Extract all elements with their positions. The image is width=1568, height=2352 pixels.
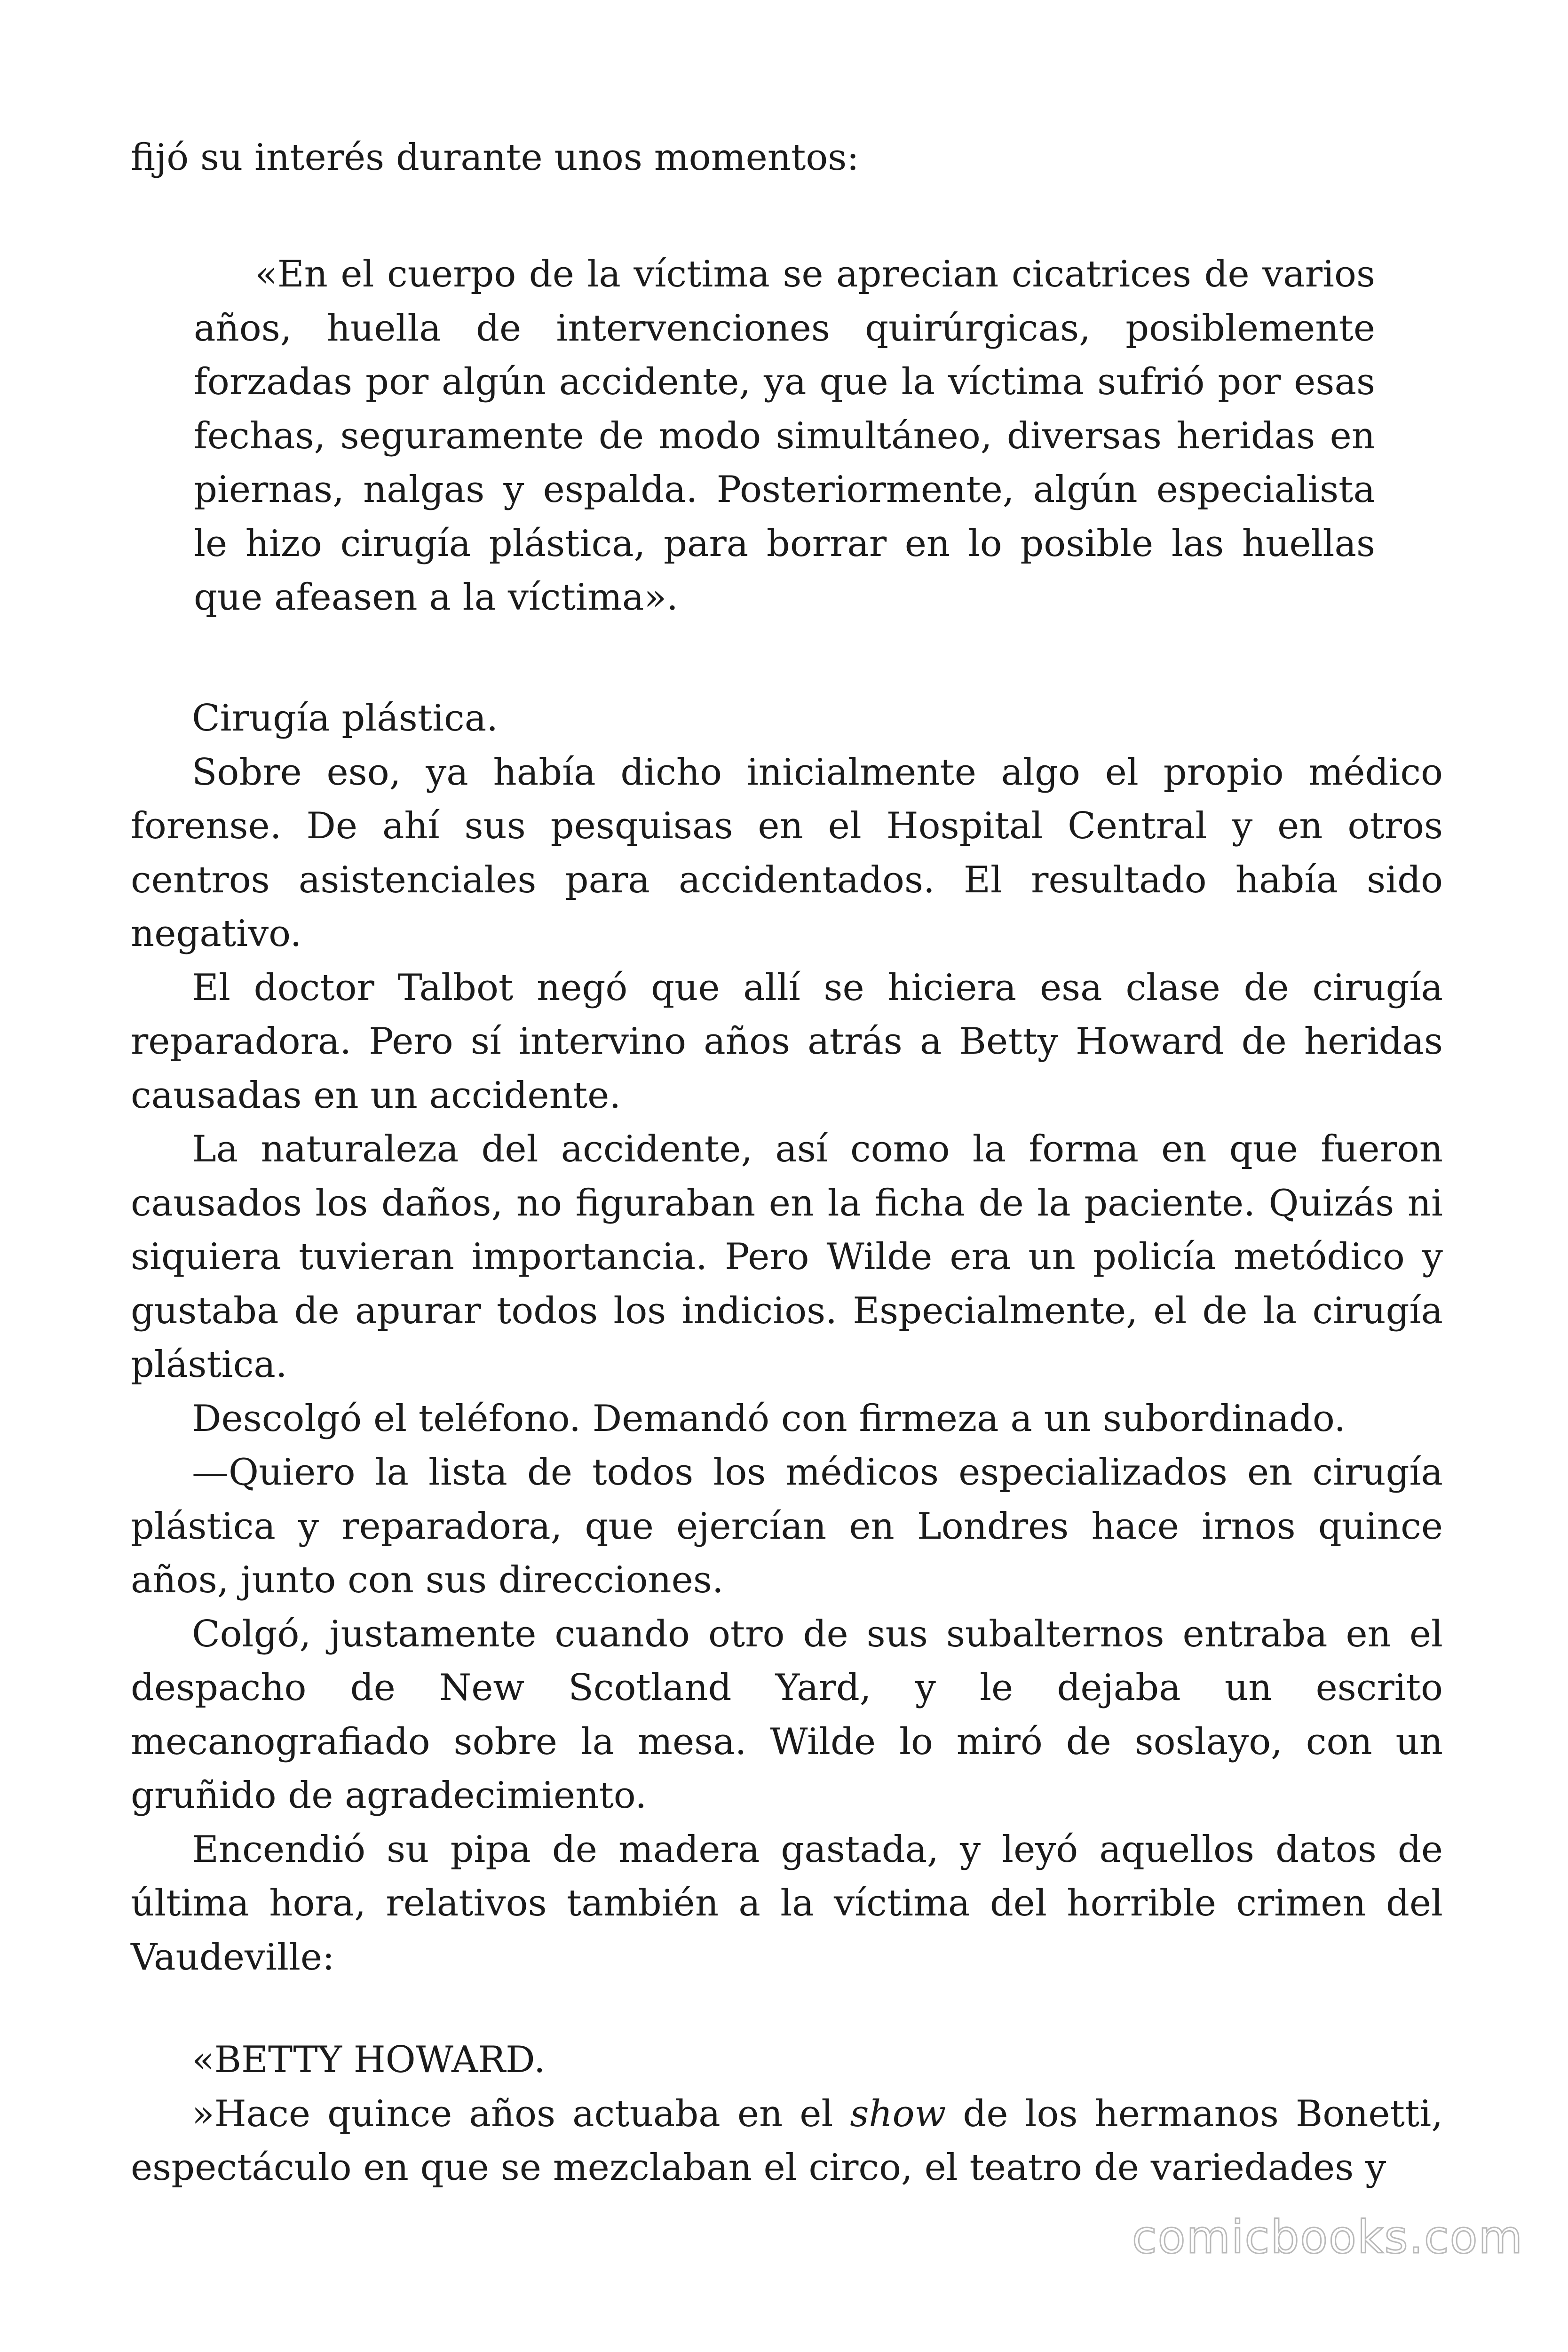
betty-report-block <box>131 2033 1443 2195</box>
intro-line: fijó su interés durante unos momentos: <box>131 136 859 179</box>
main-text-block <box>131 691 1443 1984</box>
forensic-quote: «En el cuerpo de la víctima se aprecian cicatrices de varios años, huella de intervenciones quirúrgicas, posiblemente forzadas por algún accidente, ya que la víctima sufrió por esas fechas, seguramente de modo simultáneo, diversas heridas en piernas, nalgas y espalda. Posteriormente, algún especialista le hizo cirugía plástica, para borrar en lo posible las huellas que afeasen a la víctima». <box>194 253 1375 619</box>
betty-text-before: »Hace quince años actuaba en el <box>192 2092 850 2135</box>
betty-paragraph <box>131 2087 1443 2195</box>
paragraph: Sobre eso, ya había dicho inicialmente algo el propio médico forense. De ahí sus pesquisas en el Hospital Central y en otros centros asistenciales para accidentados. El resultado había sido negativo. <box>131 751 1443 955</box>
betty-text-after: de los hermanos Bonetti, espectáculo en que se mezclaban el circo, el teatro de variedades y <box>131 2092 1443 2189</box>
paragraph: El doctor Talbot negó que allí se hiciera esa clase de cirugía reparadora. Pero sí intervino años atrás a Betty Howard de heridas causadas en un accidente. <box>131 966 1443 1117</box>
forensic-quote-block <box>194 247 1375 625</box>
dialogue-paragraph: —Quiero la lista de todos los médicos especializados en cirugía plástica y reparadora, que ejercían en Londres hace irnos quince años, junto con sus direcciones. <box>131 1451 1443 1601</box>
paragraph: La naturaleza del accidente, así como la forma en que fueron causados los daños, no figuraban en la ficha de la paciente. Quizás ni siquiera tuvieran importancia. Pero Wilde era un policía metódico y gustaba de apurar todos los indicios. Especialmente, el de la cirugía plástica. <box>131 1128 1443 1386</box>
watermark: comicbooks.com <box>1132 2211 1523 2264</box>
betty-heading: «BETTY HOWARD. <box>192 2039 546 2081</box>
paragraph: Colgó, justamente cuando otro de sus subalternos entraba en el despacho de New Scotland Yard, y le dejaba un escrito mecanografiado sobre la mesa. Wilde lo miró de soslayo, con un gruñido de agradecimiento. <box>131 1613 1443 1817</box>
paragraph: Cirugía plástica. <box>192 697 499 739</box>
paragraph: Descolgó el teléfono. Demandó con firmeza a un subordinado. <box>192 1397 1346 1440</box>
intro-text-block <box>131 131 1443 185</box>
paragraph: Encendió su pipa de madera gastada, y leyó aquellos datos de última hora, relativos también a la víctima del horrible crimen del Vaudeville: <box>131 1828 1443 1979</box>
betty-text-italic: show <box>850 2092 946 2135</box>
